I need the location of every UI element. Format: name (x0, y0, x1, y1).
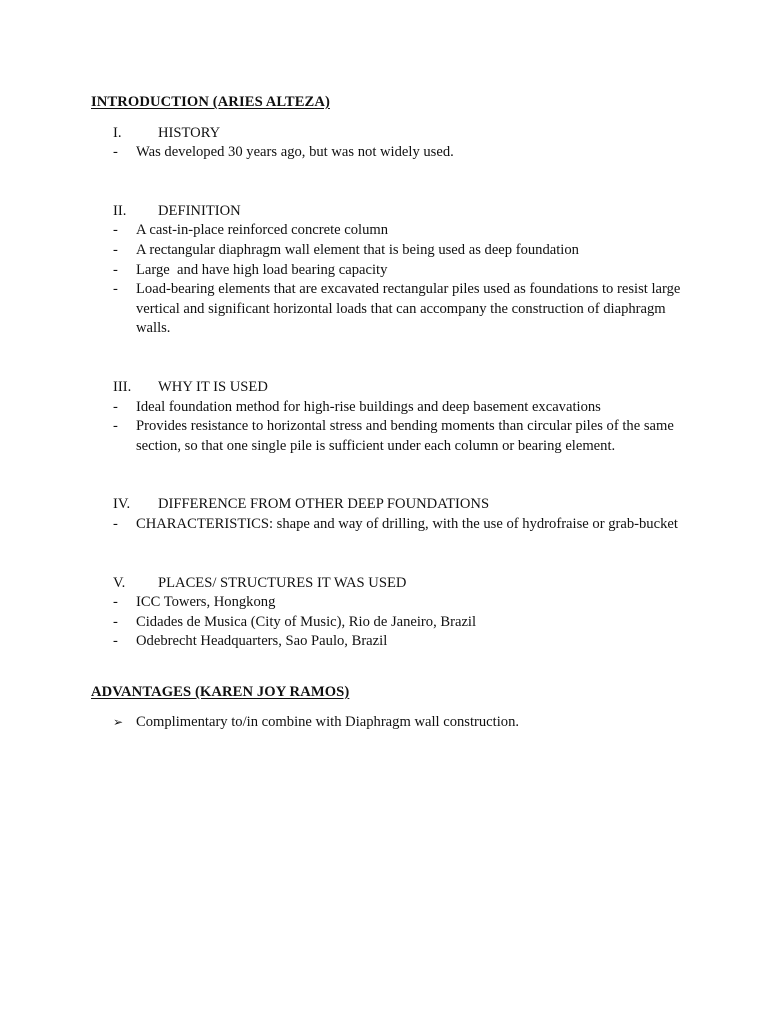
list-item (91, 398, 681, 418)
arrow-bullet-icon: ➢ (113, 715, 124, 730)
why-used-list (91, 398, 681, 457)
list-item-text: Cidades de Musica (City of Music), Rio de Janeiro, Brazil (136, 613, 477, 630)
list-item (91, 261, 681, 281)
dash-marker: - (113, 633, 118, 650)
section-title-text: WHY IT IS USED (158, 378, 268, 395)
section-numeral: V. (113, 574, 126, 591)
section-numeral: II. (113, 202, 127, 219)
list-item (91, 280, 681, 339)
list-item (91, 713, 681, 733)
section-title-text: HISTORY (158, 124, 221, 141)
section-numeral: I. (113, 124, 122, 141)
advantages-list (91, 713, 681, 733)
list-item (91, 221, 681, 241)
list-item (91, 241, 681, 261)
list-item-text: Large and have high load bearing capacity (136, 261, 388, 278)
dash-marker: - (113, 418, 118, 435)
places-list (91, 593, 681, 652)
dash-marker: - (113, 515, 118, 532)
difference-list (91, 515, 681, 535)
dash-marker: - (113, 241, 118, 258)
section-numeral: III. (113, 378, 132, 395)
history-list (91, 143, 681, 163)
list-item (91, 143, 681, 163)
document-content (91, 93, 681, 733)
section-why-used-title (91, 378, 681, 398)
introduction-heading: INTRODUCTION (ARIES ALTEZA) (91, 94, 330, 110)
list-item-text: Provides resistance to horizontal stress and bending moments than circular piles of the same section, so that one single pile is sufficient under each column or bearing element. (136, 418, 674, 454)
list-item-text: Load-bearing elements that are excavated rectangular piles used as foundations to resist large vertical and significant horizontal loads that can accompany the construction of diaphragm walls. (136, 281, 681, 337)
dash-marker: - (113, 222, 118, 239)
list-item-text: Odebrecht Headquarters, Sao Paulo, Brazil (136, 633, 388, 650)
list-item-text: Complimentary to/in combine with Diaphragm wall construction. (136, 714, 520, 731)
list-item-text: A cast-in-place reinforced concrete column (136, 222, 389, 239)
list-item-text: Was developed 30 years ago, but was not widely used. (136, 144, 454, 161)
list-item (91, 632, 681, 652)
section-title-text: DIFFERENCE FROM OTHER DEEP FOUNDATIONS (158, 496, 490, 513)
section-title-text: PLACES/ STRUCTURES IT WAS USED (158, 574, 407, 591)
dash-marker: - (113, 144, 118, 161)
section-places-title (91, 574, 681, 594)
dash-marker: - (113, 398, 118, 415)
section-numeral: IV. (113, 496, 131, 513)
dash-marker: - (113, 594, 118, 611)
list-item (91, 417, 681, 456)
list-item-text: CHARACTERISTICS: shape and way of drilling, with the use of hydrofraise or grab-bucket (136, 515, 678, 532)
definition-list (91, 221, 681, 339)
list-item-text: Ideal foundation method for high-rise buildings and deep basement excavations (136, 398, 601, 415)
section-difference-title (91, 495, 681, 515)
list-item-text: A rectangular diaphragm wall element that is being used as deep foundation (136, 241, 579, 258)
dash-marker: - (113, 261, 118, 278)
advantages-heading: ADVANTAGES (KAREN JOY RAMOS) (91, 683, 350, 700)
list-item (91, 593, 681, 613)
section-title-text: DEFINITION (158, 202, 241, 219)
section-definition-title (91, 202, 681, 222)
list-item-text: ICC Towers, Hongkong (136, 594, 276, 611)
section-history-title (91, 124, 681, 144)
dash-marker: - (113, 281, 118, 298)
list-item (91, 613, 681, 633)
list-item (91, 515, 681, 535)
dash-marker: - (113, 613, 118, 630)
